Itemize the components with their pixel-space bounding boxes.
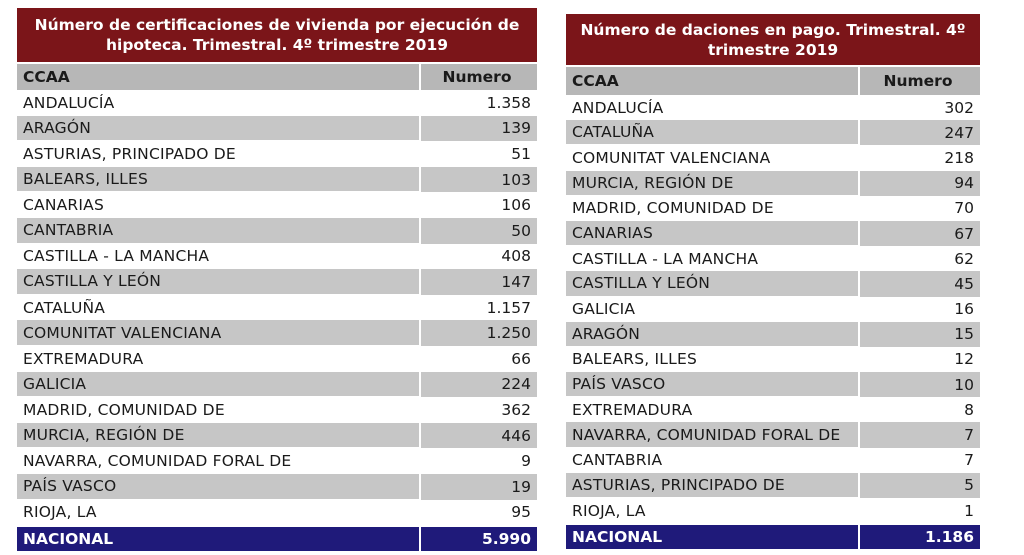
table-row — [17, 295, 537, 321]
region-cell: CANTABRIA — [572, 451, 663, 470]
daciones-header-row — [566, 67, 980, 95]
region-cell: CANARIAS — [23, 196, 105, 215]
table-row — [17, 141, 537, 167]
value-cell: 7 — [858, 422, 980, 447]
region-cell: GALICIA — [572, 300, 636, 319]
table-row — [17, 244, 537, 270]
total-label: NACIONAL — [572, 528, 663, 547]
value-cell: 362 — [419, 397, 537, 423]
value-cell: 9 — [419, 448, 537, 474]
value-cell: 5 — [858, 473, 980, 498]
table-row — [566, 271, 980, 296]
table-row — [17, 372, 537, 398]
region-cell: CATALUÑA — [566, 120, 858, 145]
table-row — [17, 192, 537, 218]
region-cell: CASTILLA Y LEÓN — [566, 271, 858, 296]
value-cell: 70 — [858, 196, 980, 221]
table-row — [566, 297, 980, 322]
table-row — [17, 320, 537, 346]
region-cell: CANARIAS — [566, 221, 858, 246]
certificaciones-title: Número de certificaciones de vivienda por ejecución de hipoteca. Trimestral. 4º trimestre 2019 — [17, 8, 537, 62]
region-cell: RIOJA, LA — [572, 501, 646, 520]
table-row — [17, 500, 537, 526]
table-row — [566, 473, 980, 498]
region-cell: PAÍS VASCO — [17, 474, 419, 500]
daciones-table — [566, 14, 980, 549]
total-value: 5.990 — [419, 527, 537, 551]
table-row — [566, 120, 980, 145]
daciones-title: Número de daciones en pago. Trimestral. 4º trimestre 2019 — [566, 14, 980, 65]
certificaciones-header-row — [17, 64, 537, 90]
table-row — [17, 218, 537, 244]
value-cell: 302 — [858, 95, 980, 120]
value-cell: 8 — [858, 397, 980, 422]
region-cell: COMUNITAT VALENCIANA — [572, 148, 771, 167]
certificaciones-total-row — [17, 527, 537, 551]
certificaciones-rows — [17, 90, 537, 525]
value-cell: 1.157 — [419, 295, 537, 321]
region-cell: ANDALUCÍA — [572, 98, 664, 117]
value-cell: 1.358 — [419, 90, 537, 116]
region-cell: EXTREMADURA — [23, 349, 144, 368]
region-cell: RIOJA, LA — [23, 503, 97, 522]
region-cell: MADRID, COMUNIDAD DE — [572, 199, 774, 218]
total-label: NACIONAL — [23, 530, 114, 549]
table-row — [17, 397, 537, 423]
value-cell: 218 — [858, 145, 980, 170]
table-row — [17, 269, 537, 295]
header-numero: Numero — [858, 67, 980, 95]
value-cell: 1.250 — [419, 320, 537, 346]
table-row — [566, 196, 980, 221]
table-row — [566, 221, 980, 246]
region-cell: ARAGÓN — [566, 322, 858, 347]
region-cell: CANTABRIA — [17, 218, 419, 244]
region-cell: CATALUÑA — [23, 298, 106, 317]
table-row — [566, 246, 980, 271]
table-row — [566, 95, 980, 120]
region-cell: GALICIA — [17, 372, 419, 398]
value-cell: 147 — [419, 269, 537, 295]
table-row — [17, 346, 537, 372]
table-row — [17, 167, 537, 193]
table-row — [566, 397, 980, 422]
region-cell: EXTREMADURA — [572, 400, 693, 419]
table-row — [566, 372, 980, 397]
header-ccaa: CCAA — [572, 72, 619, 90]
region-cell: PAÍS VASCO — [566, 372, 858, 397]
region-cell: ASTURIAS, PRINCIPADO DE — [23, 144, 236, 163]
table-row — [566, 422, 980, 447]
region-cell: BALEARS, ILLES — [17, 167, 419, 193]
region-cell: MURCIA, REGIÓN DE — [17, 423, 419, 449]
value-cell: 446 — [419, 423, 537, 449]
value-cell: 45 — [858, 271, 980, 296]
region-cell: NAVARRA, COMUNIDAD FORAL DE — [23, 452, 292, 471]
table-row — [566, 347, 980, 372]
region-cell: NAVARRA, COMUNIDAD FORAL DE — [566, 422, 858, 447]
table-row — [17, 90, 537, 116]
region-cell: CASTILLA - LA MANCHA — [23, 247, 210, 266]
value-cell: 10 — [858, 372, 980, 397]
value-cell: 66 — [419, 346, 537, 372]
value-cell: 15 — [858, 322, 980, 347]
daciones-total-row — [566, 525, 980, 549]
region-cell: ASTURIAS, PRINCIPADO DE — [566, 473, 858, 498]
table-row — [566, 498, 980, 523]
region-cell: BALEARS, ILLES — [572, 350, 698, 369]
value-cell: 224 — [419, 372, 537, 398]
value-cell: 1 — [858, 498, 980, 523]
value-cell: 50 — [419, 218, 537, 244]
value-cell: 103 — [419, 167, 537, 193]
value-cell: 67 — [858, 221, 980, 246]
value-cell: 19 — [419, 474, 537, 500]
value-cell: 7 — [858, 448, 980, 473]
total-value: 1.186 — [858, 525, 980, 549]
table-row — [566, 448, 980, 473]
header-numero: Numero — [419, 64, 537, 90]
region-cell: MURCIA, REGIÓN DE — [566, 171, 858, 196]
value-cell: 106 — [419, 192, 537, 218]
table-row — [566, 171, 980, 196]
value-cell: 16 — [858, 297, 980, 322]
region-cell: CASTILLA - LA MANCHA — [572, 249, 759, 268]
region-cell: COMUNITAT VALENCIANA — [17, 320, 419, 346]
value-cell: 247 — [858, 120, 980, 145]
value-cell: 12 — [858, 347, 980, 372]
table-row — [17, 474, 537, 500]
table-row — [17, 423, 537, 449]
value-cell: 95 — [419, 500, 537, 526]
region-cell: MADRID, COMUNIDAD DE — [23, 400, 225, 419]
table-row — [566, 322, 980, 347]
table-row — [17, 448, 537, 474]
value-cell: 408 — [419, 244, 537, 270]
table-row — [566, 145, 980, 170]
value-cell: 51 — [419, 141, 537, 167]
certificaciones-table — [17, 8, 537, 551]
value-cell: 139 — [419, 116, 537, 142]
value-cell: 62 — [858, 246, 980, 271]
region-cell: ANDALUCÍA — [23, 93, 115, 112]
table-row — [17, 116, 537, 142]
region-cell: CASTILLA Y LEÓN — [17, 269, 419, 295]
value-cell: 94 — [858, 171, 980, 196]
header-ccaa: CCAA — [23, 68, 70, 86]
daciones-rows — [566, 95, 980, 523]
region-cell: ARAGÓN — [17, 116, 419, 142]
